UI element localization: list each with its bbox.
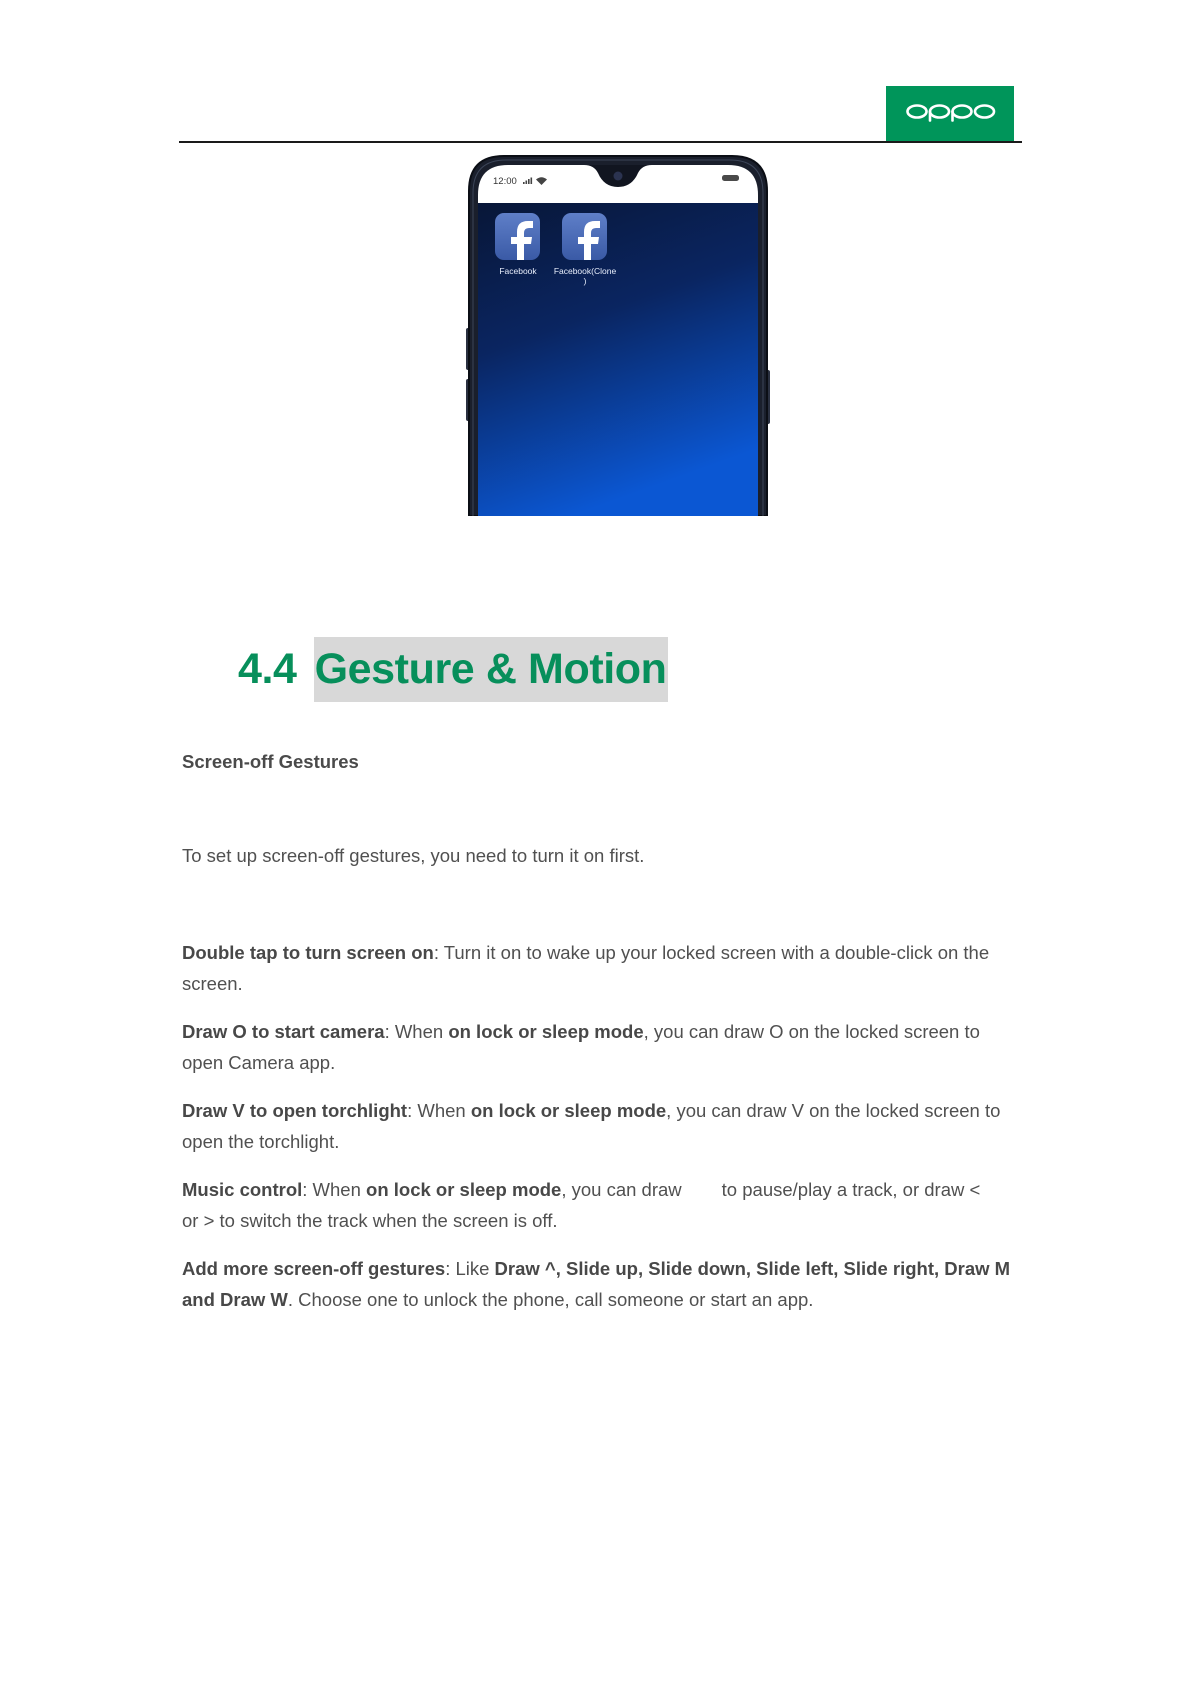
- item-text: open the torchlight.: [182, 1131, 340, 1152]
- app-label: Facebook: [499, 266, 537, 276]
- item-line: [182, 1126, 1010, 1157]
- item-label: Double tap to turn screen on: [182, 942, 434, 963]
- facebook-icon: [495, 213, 540, 260]
- item-line: [182, 937, 1010, 968]
- missing-symbol-gap: [682, 1195, 722, 1196]
- item-emphasis: and Draw W: [182, 1289, 288, 1310]
- gesture-list: [182, 937, 1010, 1332]
- oppo-logo: [886, 86, 1014, 141]
- item-label: Add more screen-off gestures: [182, 1258, 446, 1279]
- gesture-item-draw-o: [182, 1016, 1010, 1078]
- item-text: , you can draw O on the locked screen to: [643, 1021, 980, 1042]
- section-heading: [238, 637, 668, 702]
- front-camera-icon: [614, 172, 623, 181]
- battery-icon: [722, 175, 739, 181]
- oppo-wordmark: [886, 86, 1014, 141]
- item-line: [182, 1205, 1010, 1236]
- item-line: [182, 1095, 1010, 1126]
- item-line: [182, 1284, 1010, 1315]
- gesture-item-double-tap: [182, 937, 1010, 999]
- intro-text: To set up screen-off gestures, you need to turn it on first.: [182, 845, 645, 866]
- item-line: [182, 1047, 1010, 1078]
- item-label: Draw O to start camera: [182, 1021, 385, 1042]
- item-emphasis: Draw ^, Slide up, Slide down, Slide left, Slide right, Draw M: [494, 1258, 1011, 1279]
- item-text: : When: [407, 1100, 471, 1121]
- item-text: , you can draw: [561, 1179, 682, 1200]
- item-line: [182, 1016, 1010, 1047]
- item-text: screen.: [182, 973, 243, 994]
- item-text: , you can draw V on the locked screen to: [666, 1100, 1001, 1121]
- item-line: [182, 1174, 1010, 1205]
- section-title: Gesture & Motion: [314, 637, 668, 702]
- phone-screen: [466, 153, 770, 516]
- item-text: to pause/play a track, or draw <: [721, 1179, 981, 1200]
- gesture-item-draw-v: [182, 1095, 1010, 1157]
- facebook-icon: [562, 213, 607, 260]
- item-text: . Choose one to unlock the phone, call someone or start an app.: [287, 1289, 814, 1310]
- item-text: : Turn it on to wake up your locked screen with a double-click on the: [433, 942, 990, 963]
- item-text: open Camera app.: [182, 1052, 336, 1073]
- gesture-item-music-control: [182, 1174, 1010, 1236]
- item-emphasis: on lock or sleep mode: [448, 1021, 644, 1042]
- subheading: Screen-off Gestures: [182, 751, 359, 772]
- gesture-item-add-more: [182, 1253, 1010, 1315]
- app-label: Facebook(Clone: [553, 266, 617, 276]
- item-text: or > to switch the track when the screen is off.: [182, 1210, 558, 1231]
- section-number: 4.4: [238, 645, 297, 693]
- header-rule: [179, 141, 1022, 143]
- item-text: : When: [384, 1021, 449, 1042]
- phone-screenshot: [466, 153, 770, 516]
- item-emphasis: on lock or sleep mode: [366, 1179, 562, 1200]
- item-line: [182, 968, 1010, 999]
- item-emphasis: on lock or sleep mode: [470, 1100, 667, 1121]
- status-time: 12:00: [493, 176, 517, 187]
- item-label: Draw V to open torchlight: [182, 1100, 408, 1121]
- item-line: [182, 1253, 1010, 1284]
- item-label: Music control: [182, 1179, 303, 1200]
- item-text: : Like: [445, 1258, 495, 1279]
- app-label-continued: ): [583, 276, 587, 286]
- item-text: : When: [302, 1179, 367, 1200]
